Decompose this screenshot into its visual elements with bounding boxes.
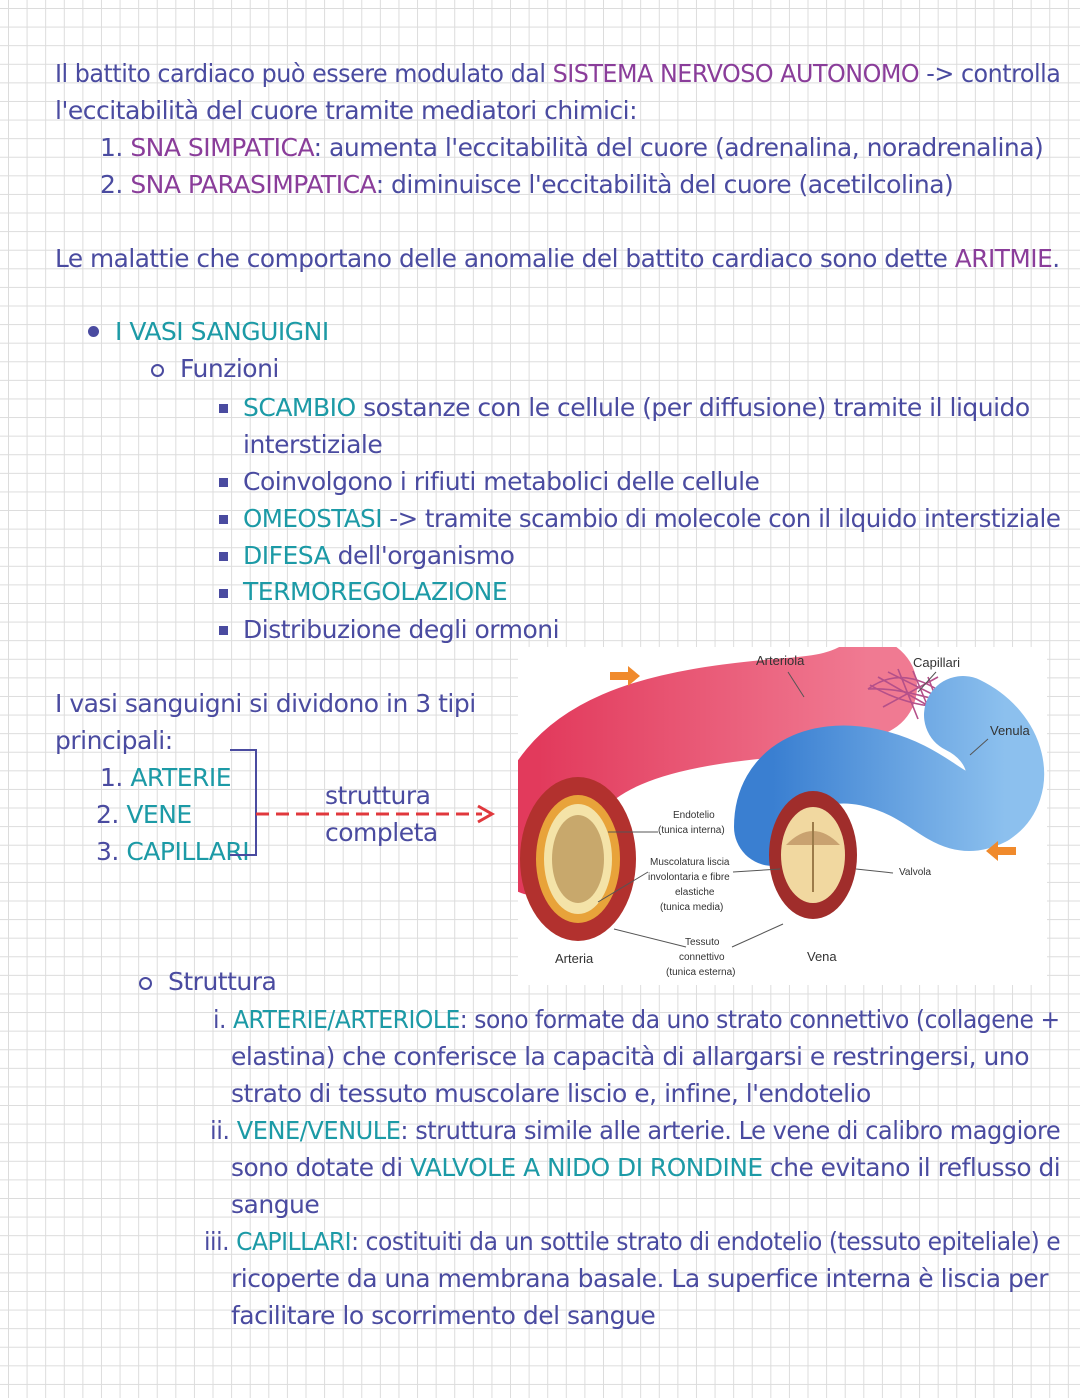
bracket-arrow-icon — [0, 0, 520, 880]
roman-number: ii. — [210, 1116, 237, 1145]
label-endotelio-sub: (tunica interna) — [658, 825, 725, 836]
label-muscolatura-4: (tunica media) — [660, 902, 724, 913]
funzione-text: dell'organismo — [330, 541, 515, 570]
label-muscolatura-3: elastiche — [675, 887, 715, 898]
funzione-ormoni: Distribuzione degli ormoni — [243, 615, 560, 644]
vene-venule-term: VENE/VENULE — [236, 1116, 401, 1145]
omeostasi-term: OMEOSTASI — [243, 504, 382, 533]
item-text: : diminuisce l'eccitabilità del cuore (acetilcolina) — [375, 170, 954, 199]
vessel-illustration — [518, 647, 1047, 985]
item-text: : aumenta l'eccitabilità del cuore (adrenalina, noradrenalina) — [313, 133, 1044, 162]
funzione-text: -> tramite scambio di molecole con il ilquido interstiziale — [381, 504, 1061, 533]
label-venula: Venula — [990, 723, 1030, 738]
sna-parasimpatica-term: SNA PARASIMPATICA — [130, 170, 376, 199]
struttura-text: che evitano il reflusso di — [762, 1153, 1061, 1182]
arterie-term: ARTERIE — [130, 763, 232, 792]
struttura-vene-line-3: sangue — [231, 1190, 320, 1219]
blood-vessel-figure — [518, 647, 1047, 985]
vene-term: VENE — [126, 800, 192, 829]
struttura-text: : sono formate da uno strato connettivo (collagene + — [459, 1005, 1060, 1034]
struttura-vene-line-2 — [231, 1149, 1060, 1186]
capillari-term: CAPILLARI — [126, 837, 250, 866]
struttura-text: : struttura simile alle arterie. Le vene di calibro maggiore — [400, 1116, 1061, 1145]
struttura-capillari-line-3: facilitare lo scorrimento del sangue — [231, 1301, 656, 1330]
aritmie-term: ARITMIE — [954, 244, 1053, 273]
tipi-line-2: principali: — [55, 726, 173, 755]
struttura-arterie-line-1 — [213, 1001, 1060, 1038]
label-tessuto-3: (tunica esterna) — [666, 967, 736, 978]
tipi-line-1: I vasi sanguigni si dividono in 3 tipi — [55, 689, 476, 718]
vasi-heading: I VASI SANGUIGNI — [115, 317, 329, 346]
label-capillari: Capillari — [913, 655, 960, 670]
struttura-capillari-line-1 — [204, 1223, 1060, 1260]
intro-text: Il battito cardiaco può essere modulato dal — [55, 59, 553, 88]
arterie-arteriole-term: ARTERIE/ARTERIOLE — [232, 1005, 460, 1034]
struttura-label-1: struttura — [325, 781, 431, 810]
struttura-arterie-line-3: strato di tessuto muscolare liscio e, infine, l'endotelio — [231, 1079, 871, 1108]
item-number: 1. — [100, 763, 131, 792]
label-arteria: Arteria — [555, 951, 594, 966]
struttura-arterie-line-2: elastina) che conferisce la capacità di allargarsi e restringersi, uno — [231, 1042, 1030, 1071]
struttura-heading: Struttura — [168, 967, 277, 996]
funzione-text: sostanze con le cellule (per diffusione) tramite il liquido — [355, 393, 1030, 422]
intro-text: -> controlla — [919, 59, 1061, 88]
difesa-term: DIFESA — [243, 541, 331, 570]
sna-term: SISTEMA NERVOSO AUTONOMO — [552, 59, 920, 88]
funzione-scambio-cont: interstiziale — [243, 430, 383, 459]
label-muscolatura-2: involontaria e fibre — [648, 872, 730, 883]
label-endotelio: Endotelio — [673, 810, 715, 821]
aritmie-text: Le malattie che comportano delle anomalie del battito cardiaco sono dette — [55, 244, 955, 273]
roman-number: i. — [213, 1005, 233, 1034]
label-arteriola: Arteriola — [756, 653, 805, 668]
struttura-text: sono dotate di — [231, 1153, 411, 1182]
label-vena: Vena — [807, 949, 837, 964]
funzione-termoregolazione: TERMOREGOLAZIONE — [243, 577, 508, 606]
funzione-rifiuti: Coinvolgono i rifiuti metabolici delle cellule — [243, 467, 760, 496]
label-tessuto: Tessuto — [685, 937, 720, 948]
item-number: 2. — [96, 800, 127, 829]
struttura-capillari-line-2: ricoperte da una membrana basale. La superfice interna è liscia per — [231, 1264, 1049, 1293]
item-number: 2. — [100, 170, 131, 199]
valvole-term: VALVOLE A NIDO DI RONDINE — [410, 1153, 763, 1182]
scambio-term: SCAMBIO — [243, 393, 356, 422]
bullet-circle-icon — [139, 977, 152, 990]
aritmie-text: . — [1052, 244, 1060, 273]
funzioni-heading: Funzioni — [180, 354, 279, 383]
label-muscolatura: Muscolatura liscia — [650, 857, 730, 868]
label-tessuto-2: connettivo — [679, 952, 725, 963]
struttura-text: : costituiti da un sottile strato di endotelio (tessuto epiteliale) e — [351, 1227, 1061, 1256]
item-number: 3. — [96, 837, 127, 866]
label-valvola: Valvola — [899, 867, 932, 878]
intro-text: l'eccitabilità del cuore tramite mediatori chimici: — [55, 96, 638, 125]
capillari-struttura-term: CAPILLARI — [236, 1227, 352, 1256]
roman-number: iii. — [204, 1227, 237, 1256]
struttura-vene-line-1 — [210, 1112, 1060, 1149]
item-number: 1. — [100, 133, 131, 162]
struttura-label-2: completa — [325, 818, 438, 847]
sna-simpatica-term: SNA SIMPATICA — [130, 133, 314, 162]
